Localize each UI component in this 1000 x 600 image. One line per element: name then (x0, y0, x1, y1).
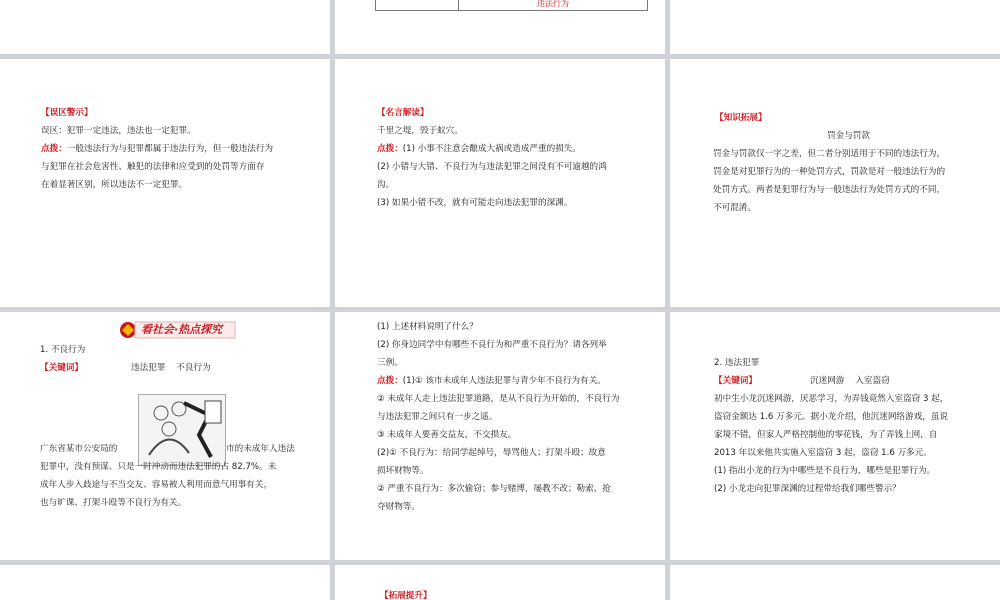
slide-r0-left (0, 0, 330, 54)
text-line: 初中生小龙沉迷网游，厌恶学习，为弄钱竟然入室盗窃 3 起， (714, 394, 949, 404)
slide-r0-mid (335, 0, 665, 54)
text-line: (3) 如果小错不改，就有可能走向违法犯罪的深渊。 (377, 198, 573, 208)
table-fragment (375, 0, 648, 11)
slide-r0-right (670, 0, 1000, 54)
keyword-label: 【关键词】 (40, 363, 83, 373)
slide-r3-mid (335, 565, 665, 600)
text-line: 与违法犯罪之间只有一步之遥。 (377, 412, 498, 422)
keywords: 违法犯罪 不良行为 (131, 363, 211, 373)
text-line: 盗窃金额达 1.6 万多元。据小龙介绍，他沉迷网络游戏，虽说 (714, 412, 948, 422)
tip-line (41, 140, 273, 158)
section-header: 【知识拓展】 (715, 113, 767, 123)
cartoon-image (138, 394, 226, 466)
text-line: 一般违法行为与犯罪都属于违法行为，但一般违法行为 (66, 144, 274, 154)
text-line: ② 严重不良行为：多次偷窃；参与赌博，屡教不改；勒索、抢 (377, 484, 611, 494)
banner-text: 看社会·热点探究 (141, 323, 223, 336)
slide-crime (670, 312, 1000, 560)
slide-r3-left (0, 565, 330, 600)
text-line: ② 未成年人走上违法犯罪道路，是从不良行为开始的，不良行为 (377, 394, 620, 404)
tip-label: 点拨： (41, 144, 67, 154)
slide-hot-topic (0, 312, 330, 560)
text-line: 不可混淆。 (713, 203, 756, 213)
text-line: 与犯罪在社会危害性、触犯的法律和应受到的处罚等方面存 (41, 162, 265, 172)
keywords: 沉迷网游 入室盗窃 (810, 376, 890, 386)
item-title: 2. 违法犯罪 (714, 358, 760, 368)
section-header: 【名言解读】 (377, 108, 429, 118)
text-line: 处罚方式。两者是犯罪行为与一般违法行为处罚方式的不同， (713, 185, 946, 195)
slide-r3-right (670, 565, 1000, 600)
slide-quote (335, 59, 665, 307)
tip-line (377, 372, 606, 390)
tip-label: 点拨： (377, 144, 403, 154)
question-line: (1) 指出小龙的行为中哪些是不良行为，哪些是犯罪行为。 (714, 466, 936, 476)
question-line: 三例。 (377, 358, 403, 368)
text-line: 千里之堤，毁于蚁穴。 (377, 126, 463, 136)
tip-line (377, 140, 581, 158)
slide-questions (335, 312, 665, 560)
text-line: 也与旷课、打架斗殴等不良行为有关。 (40, 498, 187, 508)
text-line: 损坏财物等。 (377, 466, 429, 476)
question-line: (2) 小龙走向犯罪深渊的过程带给我们哪些警示？ (714, 484, 901, 494)
text-line: ③ 未成年人要善交益友，不交损友。 (377, 430, 517, 440)
section-title: 罚金与罚款 (827, 131, 870, 141)
text-line: 成年人步入歧途与不当交友、容易被人利用而意气用事有关， (40, 480, 273, 490)
text-line: 沟。 (377, 180, 395, 190)
question-line: (1) 上述材料说明了什么？ (377, 322, 478, 332)
text-line: (2)① 不良行为：给同学起绰号，辱骂他人；打架斗殴；故意 (377, 448, 606, 458)
table-cell: 违法行为 (459, 0, 648, 11)
text-line: (2) 小错与大错、不良行为与违法犯罪之间没有不可逾越的鸿 (377, 162, 607, 172)
text-line: 犯罪中，没有预谋、只是一时冲动而违法犯罪的占 82.7%。未 (40, 462, 277, 472)
slide-warning (0, 59, 330, 307)
section-header: 【误区警示】 (41, 108, 93, 118)
text-line: (1)① 该市未成年人违法犯罪与青少年不良行为有关。 (402, 376, 606, 386)
text-line: 误区：犯罪一定违法，违法也一定犯罪。 (41, 126, 196, 136)
tip-label: 点拨： (377, 376, 403, 386)
text-line: 夺财物等。 (377, 502, 420, 512)
text-line: 罚金与罚款仅一字之差，但二者分别适用于不同的违法行为， (713, 149, 946, 159)
question-line: (2) 你身边同学中有哪些不良行为和严重不良行为？请各列举 (377, 340, 607, 350)
text-line: 2013 年以来他共实施入室盗窃 3 起，盗窃 1.6 万多元。 (714, 448, 932, 458)
text-line: 罚金是对犯罪行为的一种处罚方式，罚款是对一般违法行为的 (713, 167, 946, 177)
text-line: (1) 小事不注意会酿成大祸或造成严重的损失。 (402, 144, 581, 154)
cartoon-illustration (139, 395, 225, 465)
section-banner (117, 319, 237, 341)
slide-knowledge (670, 59, 1000, 307)
keyword-label: 【关键词】 (714, 376, 757, 386)
section-header: 【拓展提升】 (380, 591, 432, 600)
text-line: 广东省某市公安局的 (40, 444, 118, 454)
text-line: 市的未成年人违法 (226, 444, 295, 454)
text-line: 家境不错，但家人严格控制他的零花钱，为了弄钱上网，自 (714, 430, 938, 440)
item-title: 1. 不良行为 (40, 345, 86, 355)
text-line: 在着显著区别，所以违法不一定犯罪。 (41, 180, 188, 190)
